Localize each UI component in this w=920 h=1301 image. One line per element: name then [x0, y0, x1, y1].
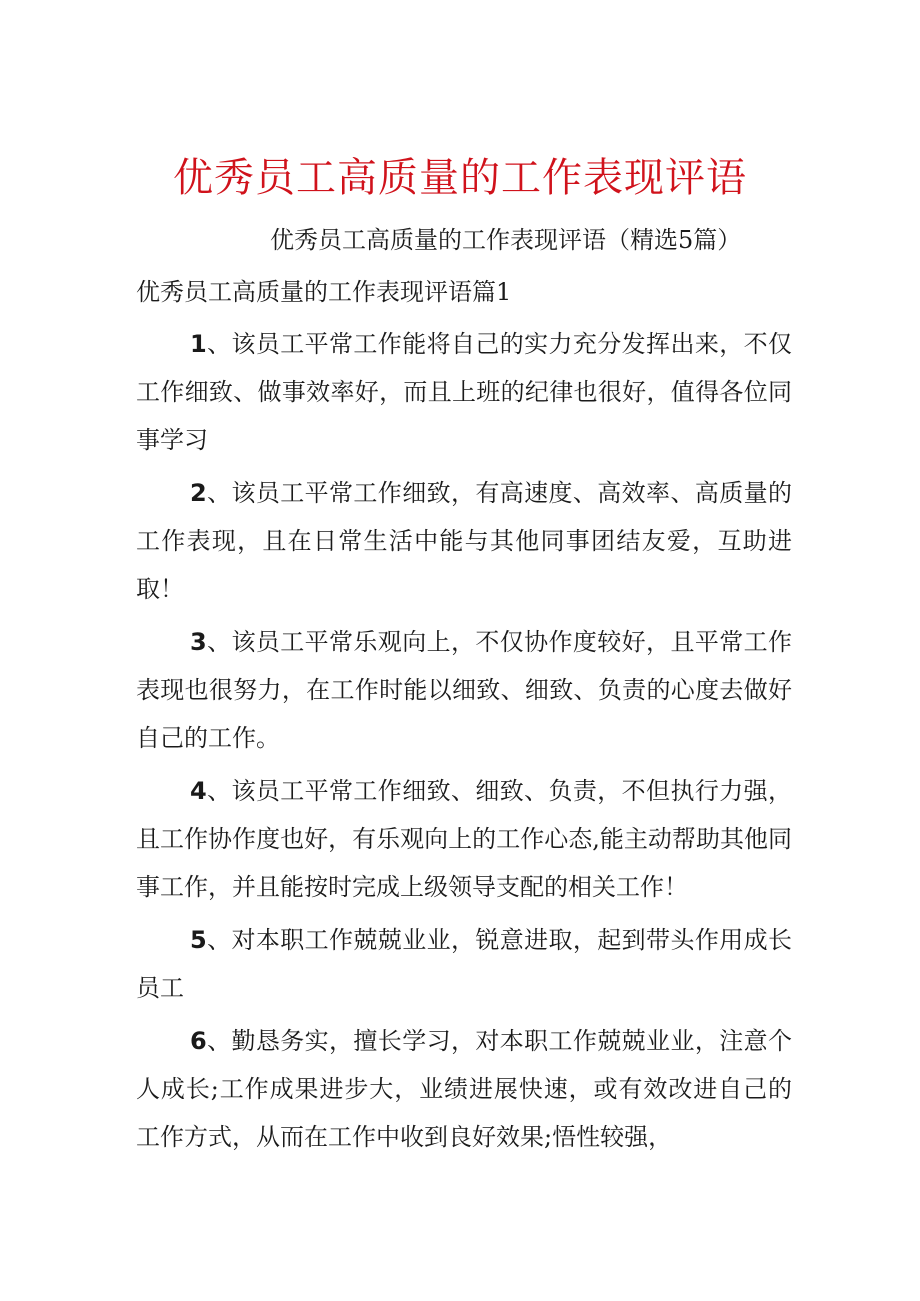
paragraph-6	[136, 1017, 792, 1161]
paragraph-text: 、该员工平常工作细致，有高速度、高效率、高质量的工作表现，且在日常生活中能与其他同事团结友爱，互助进取！	[136, 479, 792, 603]
paragraph-number: 5	[190, 926, 207, 954]
paragraph-text: 、该员工平常工作细致、细致、负责，不但执行力强，且工作协作度也好，有乐观向上的工作心态,能主动帮助其他同事工作，并且能按时完成上级领导支配的相关工作！	[136, 777, 792, 901]
paragraph-text: 、该员工平常乐观向上，不仅协作度较好，且平常工作表现也很努力，在工作时能以细致、细致、负责的心度去做好自己的工作。	[136, 628, 792, 752]
paragraph-2	[136, 469, 792, 613]
document-subtitle: 优秀员工高质量的工作表现评语（精选5篇）	[270, 226, 742, 254]
document-title: 优秀员工高质量的工作表现评语	[173, 155, 747, 201]
paragraph-3	[136, 618, 792, 762]
paragraph-number: 4	[190, 777, 207, 805]
paragraph-number: 6	[190, 1027, 207, 1055]
paragraph-text: 、该员工平常工作能将自己的实力充分发挥出来，不仅工作细致、做事效率好，而且上班的纪律也很好，值得各位同事学习	[136, 330, 792, 454]
section-heading: 优秀员工高质量的工作表现评语篇1	[136, 278, 512, 306]
paragraph-number: 3	[190, 628, 207, 656]
paragraph-5	[136, 916, 792, 1012]
paragraph-text: 、对本职工作兢兢业业，锐意进取，起到带头作用成长员工	[136, 926, 792, 1002]
paragraph-1	[136, 320, 792, 464]
paragraph-4	[136, 767, 792, 911]
document-body	[136, 320, 792, 1166]
paragraph-number: 1	[190, 330, 207, 358]
paragraph-text: 、勤恳务实，擅长学习，对本职工作兢兢业业，注意个人成长;工作成果进步大，业绩进展快速，或有效改进自己的工作方式，从而在工作中收到良好效果;悟性较强，	[136, 1027, 792, 1151]
paragraph-number: 2	[190, 479, 207, 507]
